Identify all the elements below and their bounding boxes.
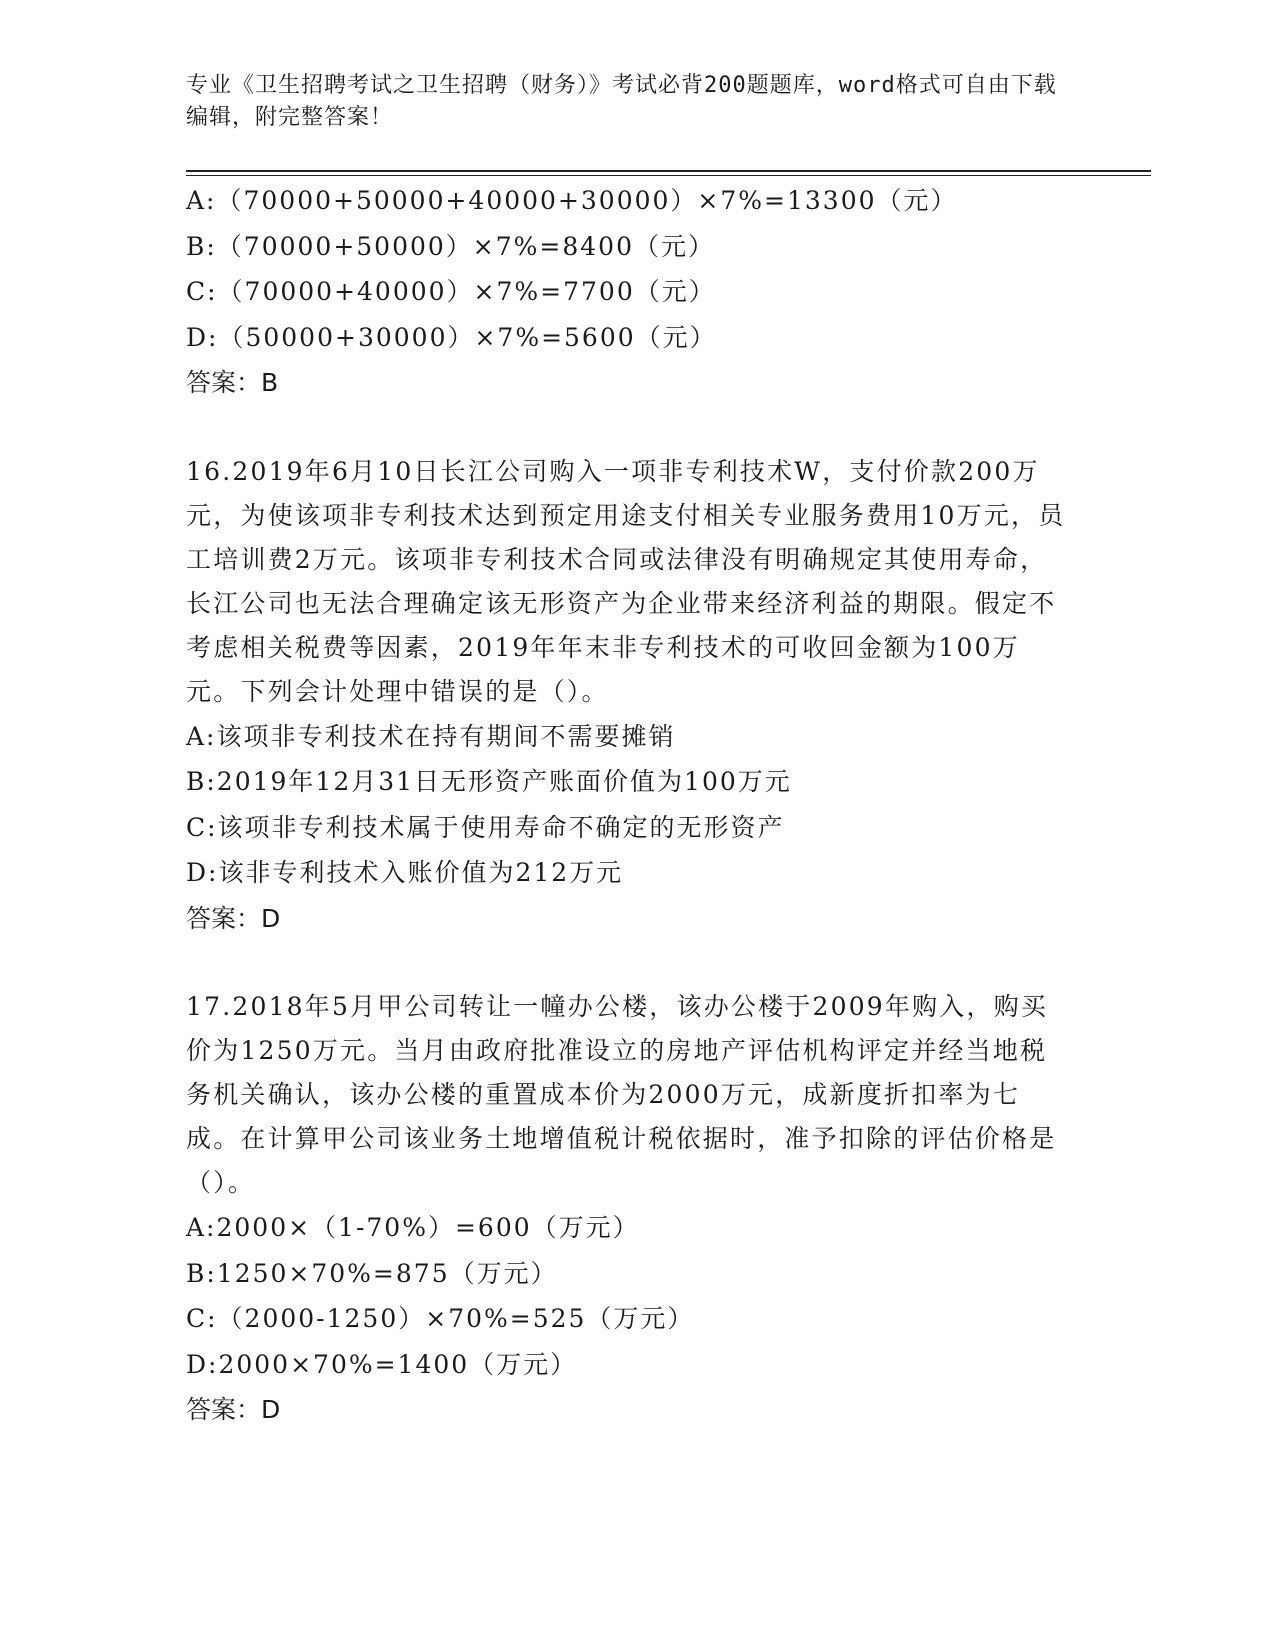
question-list <box>186 178 1151 1433</box>
question-16 <box>186 450 1151 942</box>
question-spacer <box>186 406 1151 450</box>
option-d: D:（50000+30000）×7%=5600（元） <box>186 322 717 352</box>
option-d: D:2000×70%=1400（万元） <box>186 1349 578 1379</box>
question-spacer <box>186 941 1151 985</box>
question-17 <box>186 985 1151 1433</box>
answer-label: 答案：D <box>186 903 281 933</box>
option-a: A:该项非专利技术在持有期间不需要摊销 <box>186 721 676 751</box>
option-d: D:该非专利技术入账价值为212万元 <box>186 858 624 887</box>
option-b: B:1250×70%=875（万元） <box>186 1258 558 1288</box>
header-divider <box>186 170 1151 176</box>
option-c: C:（2000-1250）×70%=525（万元） <box>186 1304 695 1333</box>
document-header: 专业《卫生招聘考试之卫生招聘（财务）》考试必背200题题库，word格式可自由下载编辑，附完整答案！ <box>186 73 1057 130</box>
answer-label: 答案：B <box>186 368 279 397</box>
document-page <box>186 70 1151 1433</box>
question-15 <box>186 178 1151 406</box>
option-b: B:（70000+50000）×7%=8400（元） <box>186 231 715 261</box>
question-stem: 16.2019年6月10日长江公司购入一项非专利技术W，支付价款200万元，为使该项非专利技术达到预定用途支付相关专业服务费用10万元，员工培训费2万元。该项非专利技术合同或法律没有明确规定其使用寿命，长江公司也无法合理确定该无形资产为企业带来经济利益的期限。假定不考虑相关税费等因素，2019年年末非专利技术的可收回金额为100万元。下列会计处理中错误的是（）。 <box>186 456 1066 706</box>
option-c: C:该项非专利技术属于使用寿命不确定的无形资产 <box>186 812 785 842</box>
option-b: B:2019年12月31日无形资产账面价值为100万元 <box>186 767 792 796</box>
answer-label: 答案：D <box>186 1395 281 1424</box>
option-a: A:2000×（1-70%）=600（万元） <box>186 1213 640 1242</box>
option-c: C:（70000+40000）×7%=7700（元） <box>186 277 716 306</box>
option-a: A:（70000+50000+40000+30000）×7%=13300（元） <box>186 186 958 215</box>
question-stem: 17.2018年5月甲公司转让一幢办公楼，该办公楼于2009年购入，购买价为1250万元。当月由政府批准设立的房地产评估机构评定并经当地税务机关确认，该办公楼的重置成本价为2000万元，成新度折扣率为七成。在计算甲公司该业务土地增值税计税依据时，准予扣除的评估价格是（）。 <box>186 992 1057 1197</box>
